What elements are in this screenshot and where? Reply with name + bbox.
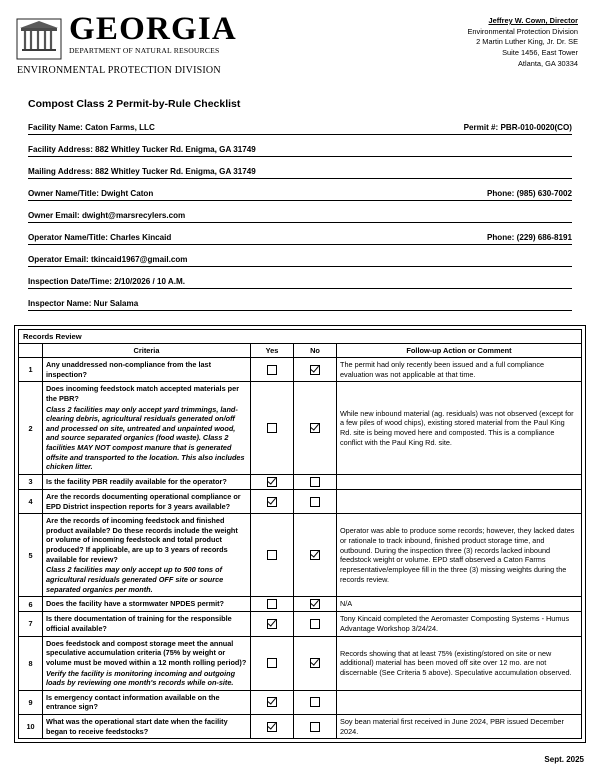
no-cell[interactable] [294, 357, 337, 381]
row-number: 3 [19, 474, 43, 489]
criteria-text: Does incoming feedstock match accepted materials per the PBR? [46, 384, 240, 403]
criteria-note: Class 2 facilities may only accept up to 500 tons of agricultural residuals generated OFF site or source separated organics per month. [46, 565, 224, 594]
no-cell[interactable] [294, 489, 337, 513]
criteria-text: Does feedstock and compost storage meet the annual speculative accumulation criteria (75% by weight or volume must be moved within a 12 month rolling period)? [46, 638, 247, 667]
row-criteria [43, 636, 251, 690]
agency-name-block [17, 11, 237, 76]
yes-checkbox[interactable] [267, 619, 277, 629]
no-cell[interactable] [294, 612, 337, 636]
field-value: tkincaid1967@gmail.com [90, 254, 188, 264]
field-value: dwight@marsrecylers.com [81, 210, 186, 220]
field-value: Charles Kincaid [110, 232, 172, 242]
field-label: Owner Email: [28, 210, 80, 220]
field-value: Caton Farms, LLC [85, 122, 155, 132]
criteria-text: Are the records of incoming feedstock and finished product available? Do these records include the weight or volume of incoming feedstock and total product produced? If applicable, are up to 3 years of records available for review? [46, 516, 238, 564]
no-checkbox[interactable] [310, 697, 320, 707]
field-label: Mailing Address: [28, 166, 93, 176]
column-header-followup: Follow-up Action or Comment [337, 343, 582, 357]
footer-revision-date: Sept. 2025 [544, 755, 584, 764]
state-seal-icon [16, 18, 62, 60]
table-row [19, 715, 582, 739]
field-label: Inspection Date/Time: [28, 276, 112, 286]
table-row [19, 489, 582, 513]
field-label-secondary: Phone: [486, 188, 515, 198]
field-label-secondary: Phone: [486, 232, 515, 242]
criteria-note: Class 2 facilities may only accept yard trimmings, land-clearing debris, agricultural residuals generated on/off and processed on site, untreated and unpainted wood, and source separated organics (food waste). Class 2 facilities MAY NOT compost manure that is generated offsite and transported to the location. This also includes chicken litter. [46, 404, 245, 472]
row-number: 4 [19, 489, 43, 513]
row-number: 10 [19, 715, 43, 739]
row-criteria [43, 612, 251, 636]
followup-comment [337, 474, 582, 489]
column-header-number [19, 343, 43, 357]
records-review-title: Records Review [18, 329, 582, 343]
row-criteria [43, 382, 251, 475]
yes-cell[interactable] [251, 597, 294, 612]
yes-cell[interactable] [251, 612, 294, 636]
no-checkbox[interactable] [310, 365, 320, 375]
epd-line [17, 63, 237, 76]
epd-text: ENVIRONMENTAL PROTECTION DIVISION [17, 64, 221, 76]
facility-info-fields [28, 123, 572, 311]
followup-comment: While new inbound material (ag. residuals) was not observed (except for a few piles of wood chips), existing stored material from the Paul King Rd. site is being moved here and composted. This is a compliance conflict with the Paul King Rd. site. [337, 382, 582, 475]
field-value: 882 Whitley Tucker Rd. Enigma, GA 31749 [95, 144, 256, 154]
column-header-no: No [294, 343, 337, 357]
dnr-line [69, 47, 237, 57]
field-value: 2/10/2026 / 10 A.M. [114, 276, 185, 286]
page-title: Compost Class 2 Permit-by-Rule Checklist [28, 97, 241, 110]
row-number: 1 [19, 357, 43, 381]
criteria-text: Are the records documenting operational compliance or EPD District inspection reports for 3 years available? [46, 491, 241, 511]
agency-branding [16, 11, 237, 76]
yes-cell[interactable] [251, 715, 294, 739]
yes-cell[interactable] [251, 514, 294, 597]
field-row [28, 277, 572, 289]
yes-checkbox[interactable] [267, 423, 277, 433]
row-number: 6 [19, 597, 43, 612]
no-cell[interactable] [294, 514, 337, 597]
criteria-text: What was the operational start date when the facility began to receive feedstocks? [46, 717, 228, 736]
column-header-yes: Yes [251, 343, 294, 357]
records-review-table [18, 343, 582, 740]
yes-cell[interactable] [251, 690, 294, 714]
document-header [0, 0, 600, 76]
records-review-section [14, 325, 586, 744]
no-cell[interactable] [294, 382, 337, 475]
row-criteria [43, 474, 251, 489]
field-label: Operator Email: [28, 254, 89, 264]
yes-cell[interactable] [251, 474, 294, 489]
yes-checkbox[interactable] [267, 477, 277, 487]
field-value: Nur Salama [93, 298, 139, 308]
yes-cell[interactable] [251, 357, 294, 381]
row-criteria [43, 357, 251, 381]
no-checkbox[interactable] [310, 658, 320, 668]
table-row [19, 636, 582, 690]
contact-city: Atlanta, GA 30334 [518, 58, 578, 68]
yes-cell[interactable] [251, 489, 294, 513]
field-label: Facility Name: [28, 122, 83, 132]
followup-comment: The permit had only recently been issued and a full compliance evaluation was not applicable at that time. [337, 357, 582, 381]
no-cell[interactable] [294, 690, 337, 714]
field-label: Owner Name/Title: [28, 188, 99, 198]
row-criteria [43, 489, 251, 513]
criteria-text: Any unaddressed non-compliance from the last inspection? [46, 359, 212, 379]
field-row [28, 233, 572, 245]
yes-cell[interactable] [251, 382, 294, 475]
no-checkbox[interactable] [310, 423, 320, 433]
table-row [19, 357, 582, 381]
table-header-row [19, 343, 582, 357]
contact-suite: Suite 1456, East Tower [502, 48, 578, 58]
row-number: 5 [19, 514, 43, 597]
criteria-text: Is there documentation of training for the responsible official available? [46, 614, 232, 633]
followup-comment: Records showing that at least 75% (existing/stored on site or new additional) material has been moved off site over 12 mo. are not discernable (See Criteria 5 above). Speculative accumulation observed. [337, 636, 582, 690]
no-checkbox[interactable] [310, 550, 320, 560]
followup-comment [337, 690, 582, 714]
field-label: Operator Name/Title: [28, 232, 108, 242]
criteria-note: Verify the facility is monitoring incoming and outgoing loads by reviewing one month's records while on-site. [46, 668, 236, 688]
yes-checkbox[interactable] [267, 658, 277, 668]
yes-checkbox[interactable] [267, 697, 277, 707]
no-cell[interactable] [294, 474, 337, 489]
dnr-text: DEPARTMENT OF NATURAL RESOURCES [69, 46, 220, 56]
table-row [19, 474, 582, 489]
field-value-secondary: (985) 630-7002 [516, 188, 572, 198]
row-criteria [43, 597, 251, 612]
row-number: 9 [19, 690, 43, 714]
row-number: 2 [19, 382, 43, 475]
yes-checkbox[interactable] [267, 365, 277, 375]
followup-comment: Tony Kincaid completed the Aeromaster Composting Systems - Humus Advantage Workshop 3/24/24. [337, 612, 582, 636]
table-row [19, 382, 582, 475]
yes-checkbox[interactable] [267, 550, 277, 560]
field-value: 882 Whitley Tucker Rd. Enigma, GA 31749 [95, 166, 256, 176]
row-number: 8 [19, 636, 43, 690]
followup-comment [337, 489, 582, 513]
criteria-text: Is the facility PBR readily available for the operator? [46, 477, 227, 487]
director-name: Jeffrey W. Cown, Director [488, 16, 578, 25]
field-row [28, 211, 572, 223]
table-row [19, 612, 582, 636]
yes-checkbox[interactable] [267, 599, 277, 609]
field-value-secondary: PBR-010-0020(CO) [500, 122, 572, 132]
yes-checkbox[interactable] [267, 722, 277, 732]
no-checkbox[interactable] [310, 619, 320, 629]
row-criteria [43, 715, 251, 739]
table-row [19, 597, 582, 612]
no-checkbox[interactable] [310, 722, 320, 732]
field-label: Inspector Name: [28, 298, 92, 308]
no-checkbox[interactable] [310, 477, 320, 487]
georgia-wordmark: GEORGIA [69, 11, 237, 47]
field-value: Dwight Caton [101, 188, 154, 198]
no-cell[interactable] [294, 715, 337, 739]
yes-checkbox[interactable] [267, 497, 277, 507]
no-cell[interactable] [294, 597, 337, 612]
field-label-secondary: Permit #: [463, 122, 499, 132]
criteria-text: Is emergency contact information available on the entrance sign? [46, 692, 220, 712]
row-criteria [43, 514, 251, 597]
table-row [19, 690, 582, 714]
row-number: 7 [19, 612, 43, 636]
field-row [28, 167, 572, 179]
row-criteria [43, 690, 251, 714]
no-cell[interactable] [294, 636, 337, 690]
field-label: Facility Address: [28, 144, 93, 154]
criteria-text: Does the facility have a stormwater NPDES permit? [46, 599, 225, 609]
table-row [19, 514, 582, 597]
column-header-criteria: Criteria [43, 343, 251, 357]
no-checkbox[interactable] [310, 497, 320, 507]
followup-comment: Soy bean material first received in June 2024, PBR issued December 2024. [337, 715, 582, 739]
yes-cell[interactable] [251, 636, 294, 690]
field-row [28, 123, 572, 135]
field-row [28, 145, 572, 157]
followup-comment: Operator was able to produce some records; however, they lacked dates or rationale to track inbound, finished product storage time, and outbound. During the inspection three (3) records lacked inbound feedstock weight or volume. EPD staff observed a Caton Farms representative/employee fill in the three (3) missing weights during the records review. [337, 514, 582, 597]
contact-street: 2 Martin Luther King, Jr. Dr. SE [476, 37, 578, 47]
field-row [28, 189, 572, 201]
followup-comment: N/A [337, 597, 582, 612]
field-value-secondary: (229) 686-8191 [516, 232, 572, 242]
contact-division: Environmental Protection Division [467, 26, 578, 36]
field-row [28, 255, 572, 267]
no-checkbox[interactable] [310, 599, 320, 609]
director-contact-block [468, 14, 579, 70]
field-row [28, 299, 572, 311]
